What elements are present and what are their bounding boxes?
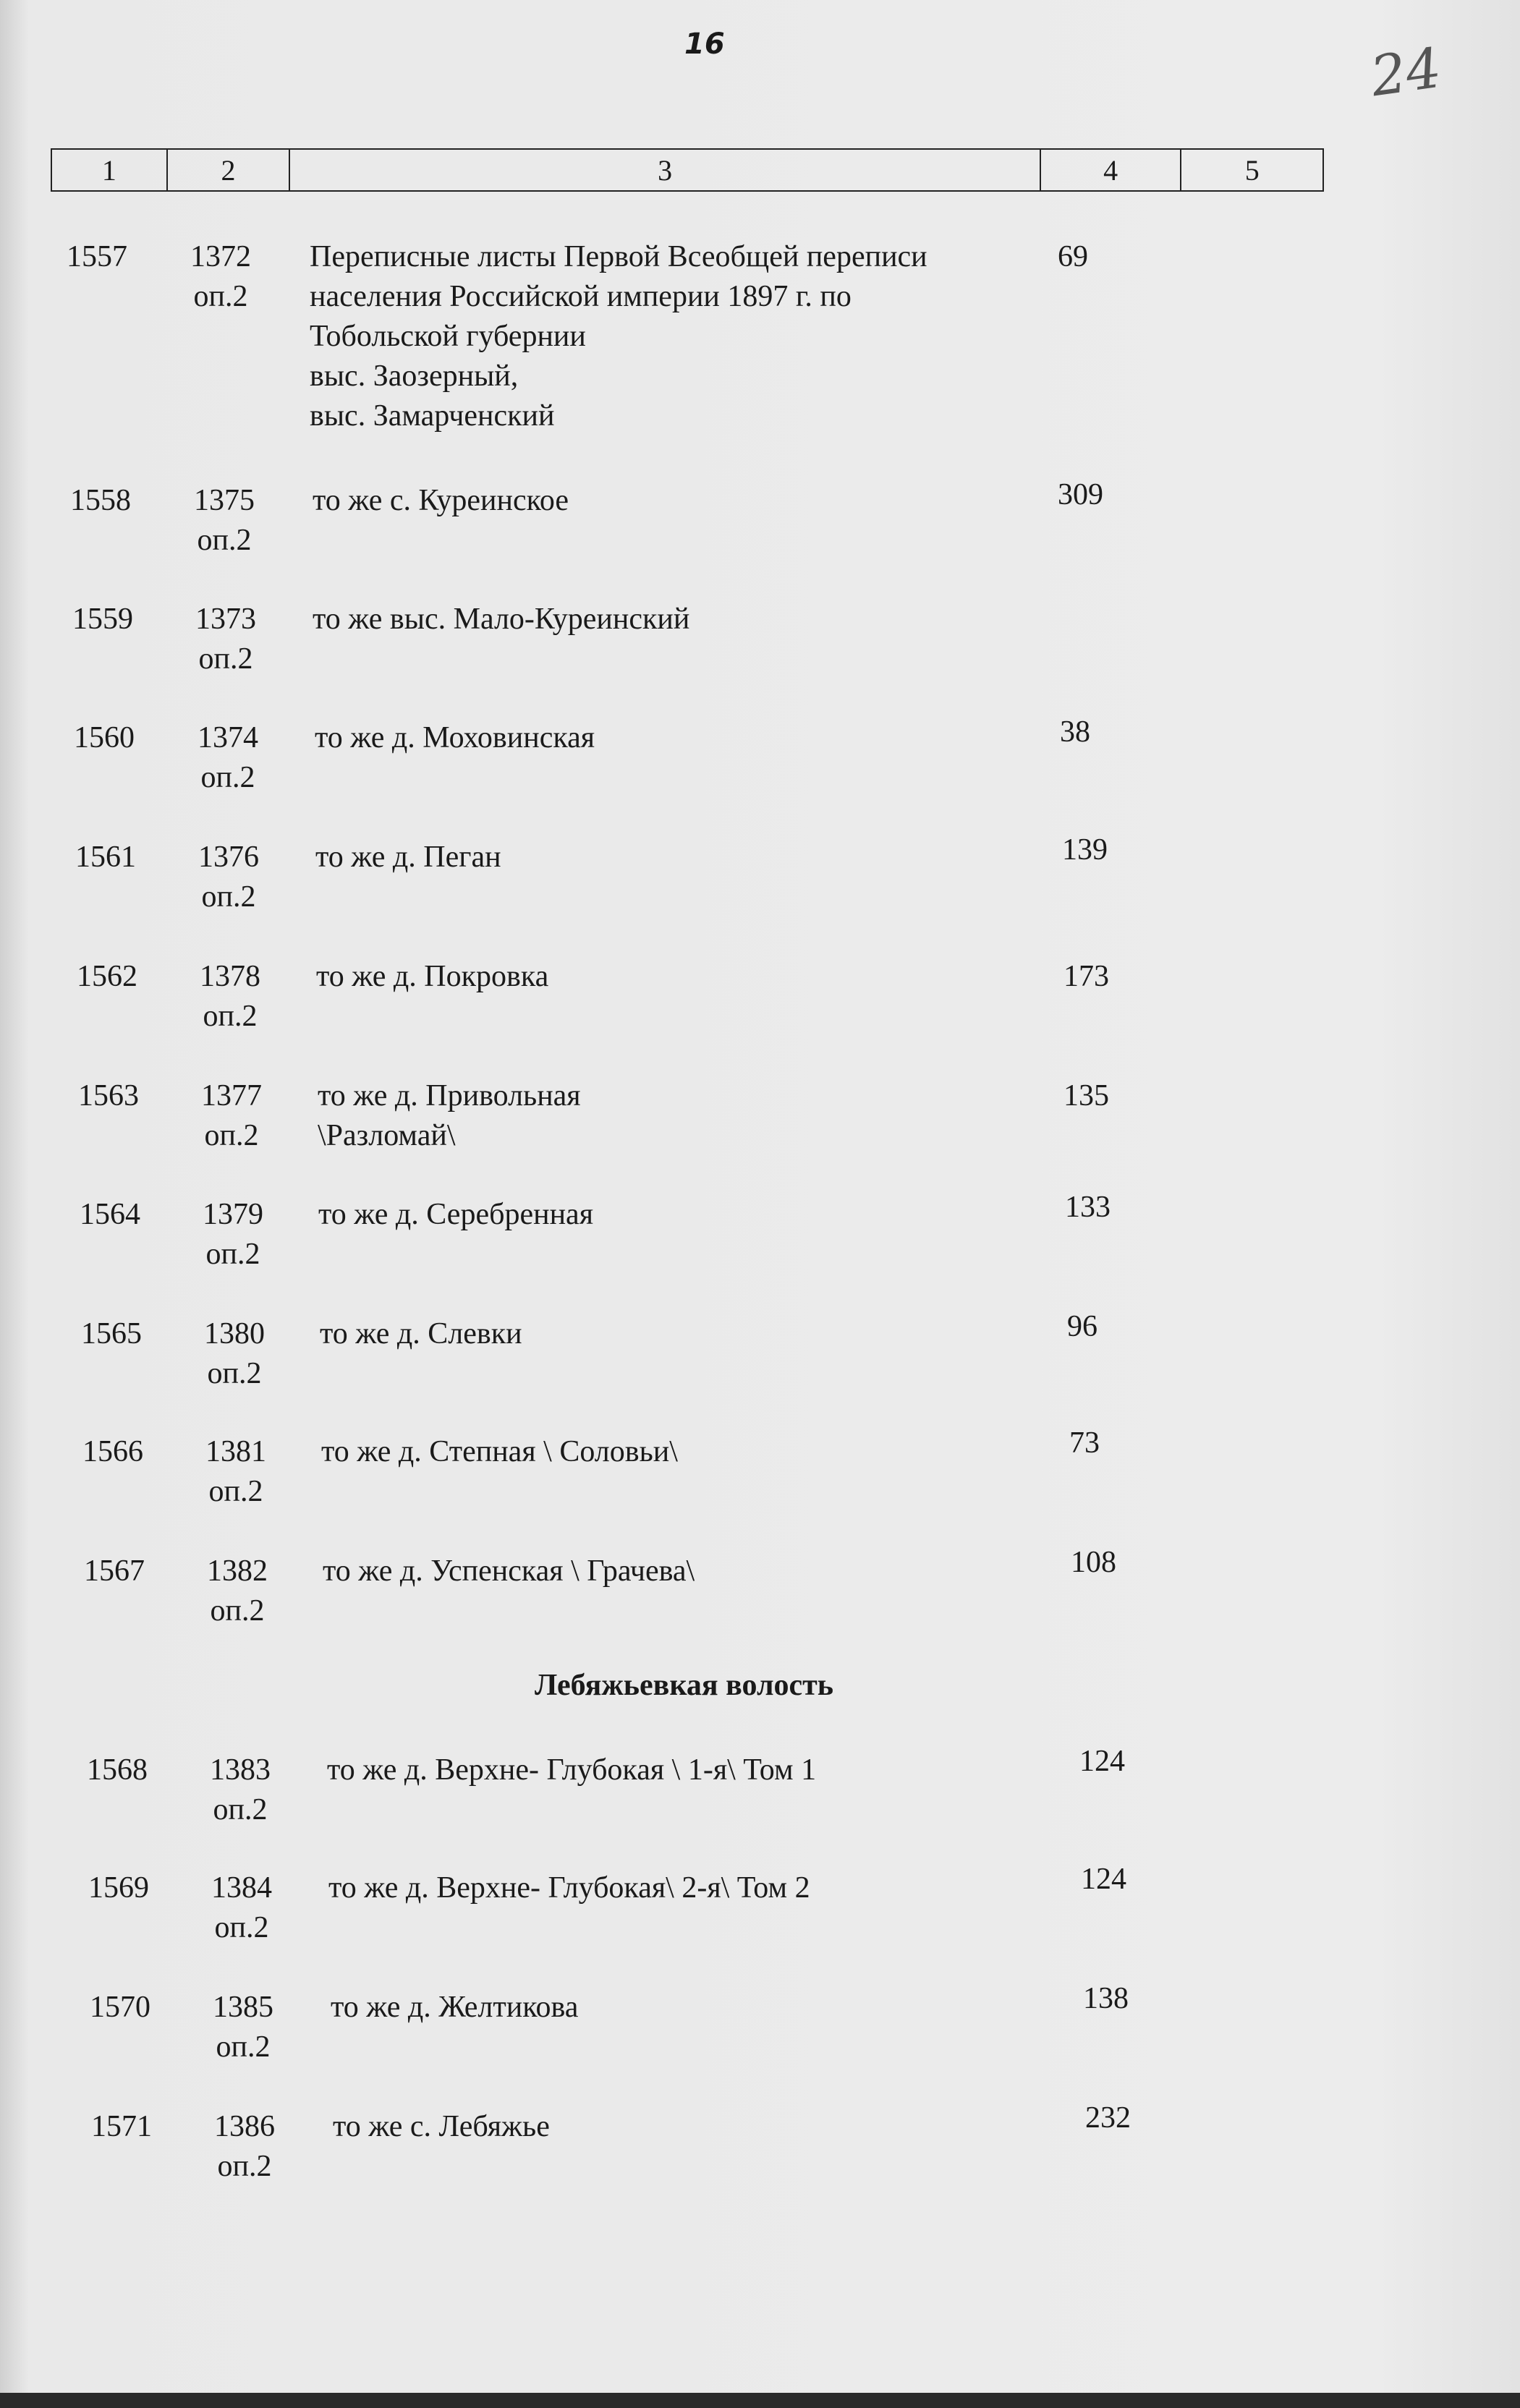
fond-number: 1372 оп.2 (190, 240, 251, 313)
row-number: 1560 (74, 721, 135, 754)
fond-number: 1383 оп.2 (210, 1753, 271, 1826)
fond-number: 1386 оп.2 (214, 2110, 275, 2183)
row-count: 124 (1081, 1863, 1126, 1896)
row-number: 1565 (81, 1317, 142, 1350)
row-title: то же д. Степная \ Соловьи\ (321, 1435, 678, 1468)
fond-number: 1382 оп.2 (207, 1554, 268, 1628)
fond-number: 1374 оп.2 (198, 721, 258, 794)
row-number: 1567 (84, 1554, 145, 1588)
row-number: 1557 (67, 240, 127, 273)
row-title: то же д. Верхне- Глубокая \ 1-я\ Том 1 (327, 1753, 817, 1787)
handwritten-folio-number: 24 (1367, 35, 1445, 109)
fond-number: 1385 оп.2 (213, 1991, 273, 2064)
row-count: 108 (1071, 1546, 1116, 1579)
row-title: то же д. Слевки (320, 1317, 522, 1350)
fond-number: 1379 оп.2 (203, 1198, 263, 1271)
fond-number: 1373 оп.2 (195, 603, 256, 676)
row-number: 1570 (90, 1991, 150, 2024)
row-title: Переписные листы Первой Всеобщей переписи населения Российской империи 1897 г. по Тобольской губернии выс. Заозерный, выс. Замарченский (310, 240, 927, 433)
row-count: 232 (1085, 2101, 1131, 2135)
row-number: 1569 (88, 1871, 149, 1905)
row-number: 1558 (70, 484, 131, 517)
row-count: 38 (1060, 715, 1090, 749)
row-count: 133 (1065, 1191, 1111, 1224)
row-title: то же д. Успенская \ Грачева\ (323, 1554, 695, 1588)
row-title: то же д. Покровка (316, 960, 549, 993)
fond-number: 1380 оп.2 (204, 1317, 265, 1390)
row-count: 124 (1079, 1745, 1125, 1778)
row-number: 1562 (77, 960, 137, 993)
fond-number: 1381 оп.2 (205, 1435, 266, 1508)
row-title: то же д. Пеган (315, 841, 501, 874)
row-title: то же выс. Мало-Куреинский (313, 603, 690, 636)
column-header-1: 1 (52, 150, 168, 190)
row-title: то же с. Куреинское (313, 484, 569, 517)
row-count: 173 (1063, 960, 1109, 993)
page-number: 16 (684, 27, 725, 61)
row-count: 138 (1083, 1982, 1129, 2015)
row-title: то же д. Верхне- Глубокая\ 2-я\ Том 2 (328, 1871, 810, 1905)
fond-number: 1376 оп.2 (198, 841, 259, 914)
column-header-row (51, 148, 1324, 192)
row-number: 1571 (91, 2110, 152, 2143)
scan-bottom-edge (0, 2393, 1520, 2408)
row-number: 1564 (80, 1198, 140, 1231)
column-header-4: 4 (1041, 150, 1182, 190)
row-number: 1561 (75, 841, 136, 874)
column-header-5: 5 (1244, 153, 1260, 187)
fond-number: 1375 оп.2 (194, 484, 255, 557)
row-number: 1566 (82, 1435, 143, 1468)
row-count: 73 (1069, 1426, 1100, 1460)
fond-number: 1384 оп.2 (211, 1871, 272, 1944)
row-number: 1563 (78, 1079, 139, 1112)
row-number: 1559 (72, 603, 133, 636)
row-title: то же с. Лебяжье (333, 2110, 550, 2143)
row-count: 69 (1058, 240, 1088, 273)
row-title: то же д. Желтикова (331, 1991, 579, 2024)
section-heading: Лебяжьевкая волость (535, 1669, 833, 1702)
fond-number: 1377 оп.2 (201, 1079, 262, 1152)
fond-number: 1378 оп.2 (200, 960, 260, 1033)
row-title: то же д. Привольная \Разломай\ (318, 1079, 581, 1152)
row-count: 96 (1067, 1310, 1097, 1343)
row-count: 139 (1062, 833, 1108, 867)
row-count: 135 (1063, 1079, 1109, 1112)
column-header-3: 3 (290, 150, 1041, 190)
row-title: то же д. Серебренная (318, 1198, 594, 1231)
row-count: 309 (1058, 478, 1103, 511)
row-title: то же д. Моховинская (315, 721, 595, 754)
column-header-2: 2 (168, 150, 291, 190)
row-number: 1568 (87, 1753, 148, 1787)
